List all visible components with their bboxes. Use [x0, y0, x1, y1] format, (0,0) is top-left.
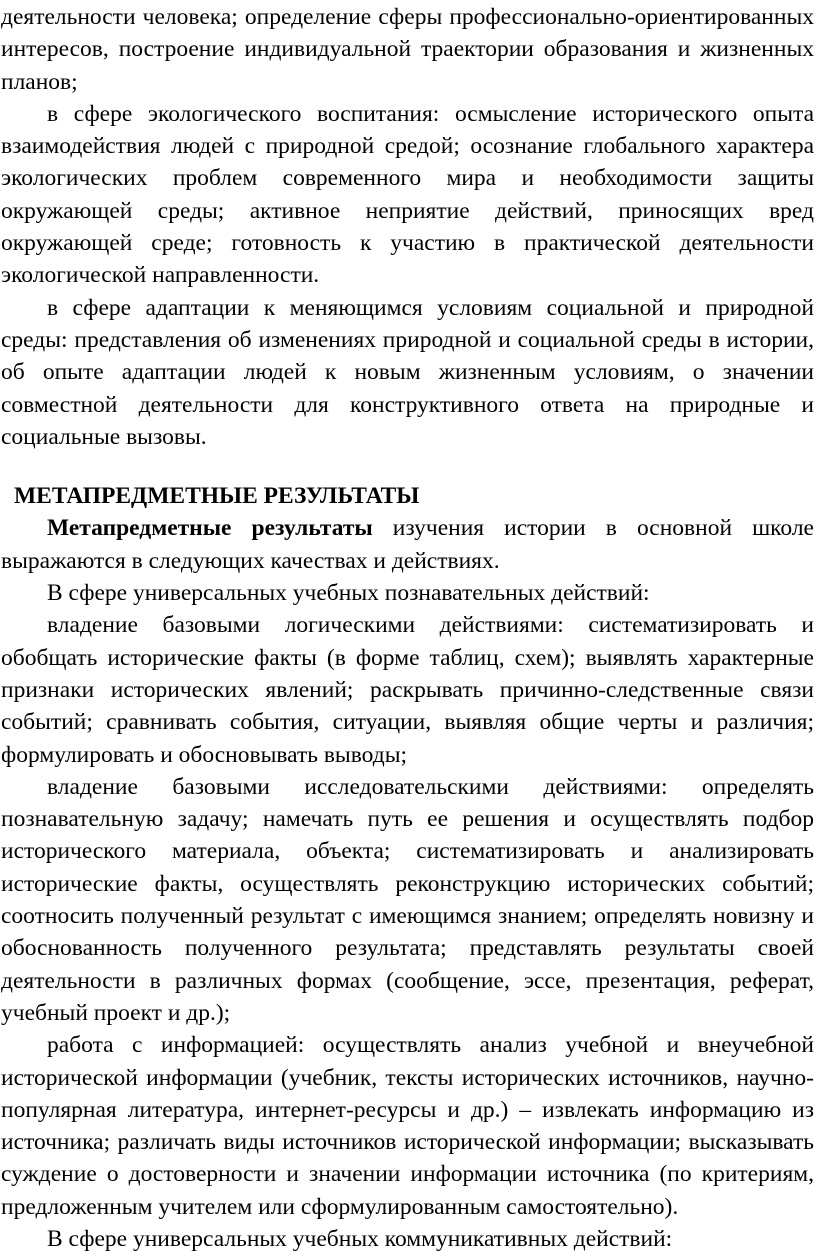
paragraph-cognitive-heading: В сфере универсальных учебных познавательных действий: [47, 580, 650, 607]
paragraph-ecological-education: в сфере экологического воспитания: осмысление исторического опыта взаимодействия людей с природной средой; осознание глобального характера экологических проблем современного мира и необходимости защиты окружающей среды; активное неприятие действий, приносящих вред окружающей среде; готовность к участию в практической деятельности экологической направленности. [1, 100, 814, 289]
section-heading: МЕТАПРЕДМЕТНЫЕ РЕЗУЛЬТАТЫ [14, 483, 420, 510]
paragraph-logical-actions: владение базовыми логическими действиями: систематизировать и обобщать исторические факты (в форме таблиц, схем); выявлять характерные признаки исторических явлений; раскрывать причинно-следственные связи событий; сравнивать события, ситуации, выявляя общие черты и различия; формулировать и обосновывать выводы; [1, 612, 814, 768]
paragraph-continuation: деятельности человека; определение сферы профессионально-ориентированных интересов, построение индивидуальной траектории образования и жизненных планов; [1, 4, 814, 95]
intro-rest: изучения истории в основной школе выражаются в следующих качествах и действиях. [1, 515, 814, 574]
paragraph-intro [1, 512, 814, 577]
intro-bold-term: Метапредметные результаты [47, 515, 373, 542]
paragraph-research-actions: владение базовыми исследовательскими действиями: определять познавательную задачу; намечать путь ее решения и осуществлять подбор исторического материала, объекта; систематизировать и анализировать исторические факты, осуществлять реконструкцию исторических событий; соотносить полученный результат с имеющимся знанием; определять новизну и обоснованность полученного результата; представлять результаты своей деятельности в различных формах (сообщение, эссе, презентация, реферат, учебный проект и др.); [1, 773, 814, 1026]
paragraph-communicative-heading: В сфере универсальных учебных коммуникативных действий: [47, 1225, 673, 1252]
paragraph-information-work: работа с информацией: осуществлять анализ учебной и внеучебной исторической информации (учебник, тексты исторических источников, научно-популярная литература, интернет-ресурсы и др.) – извлекать информацию из источника; различать виды источников исторической информации; высказывать суждение о достоверности и значении информации источника (по критериям, предложенным учителем или сформулированным самостоятельно). [1, 1032, 814, 1220]
paragraph-adaptation: в сфере адаптации к меняющимся условиям социальной и природной среды: представления об изменениях природной и социальной среды в истории, об опыте адаптации людей к новым жизненным условиям, о значении совместной деятельности для конструктивного ответа на природные и социальные вызовы. [1, 294, 814, 450]
